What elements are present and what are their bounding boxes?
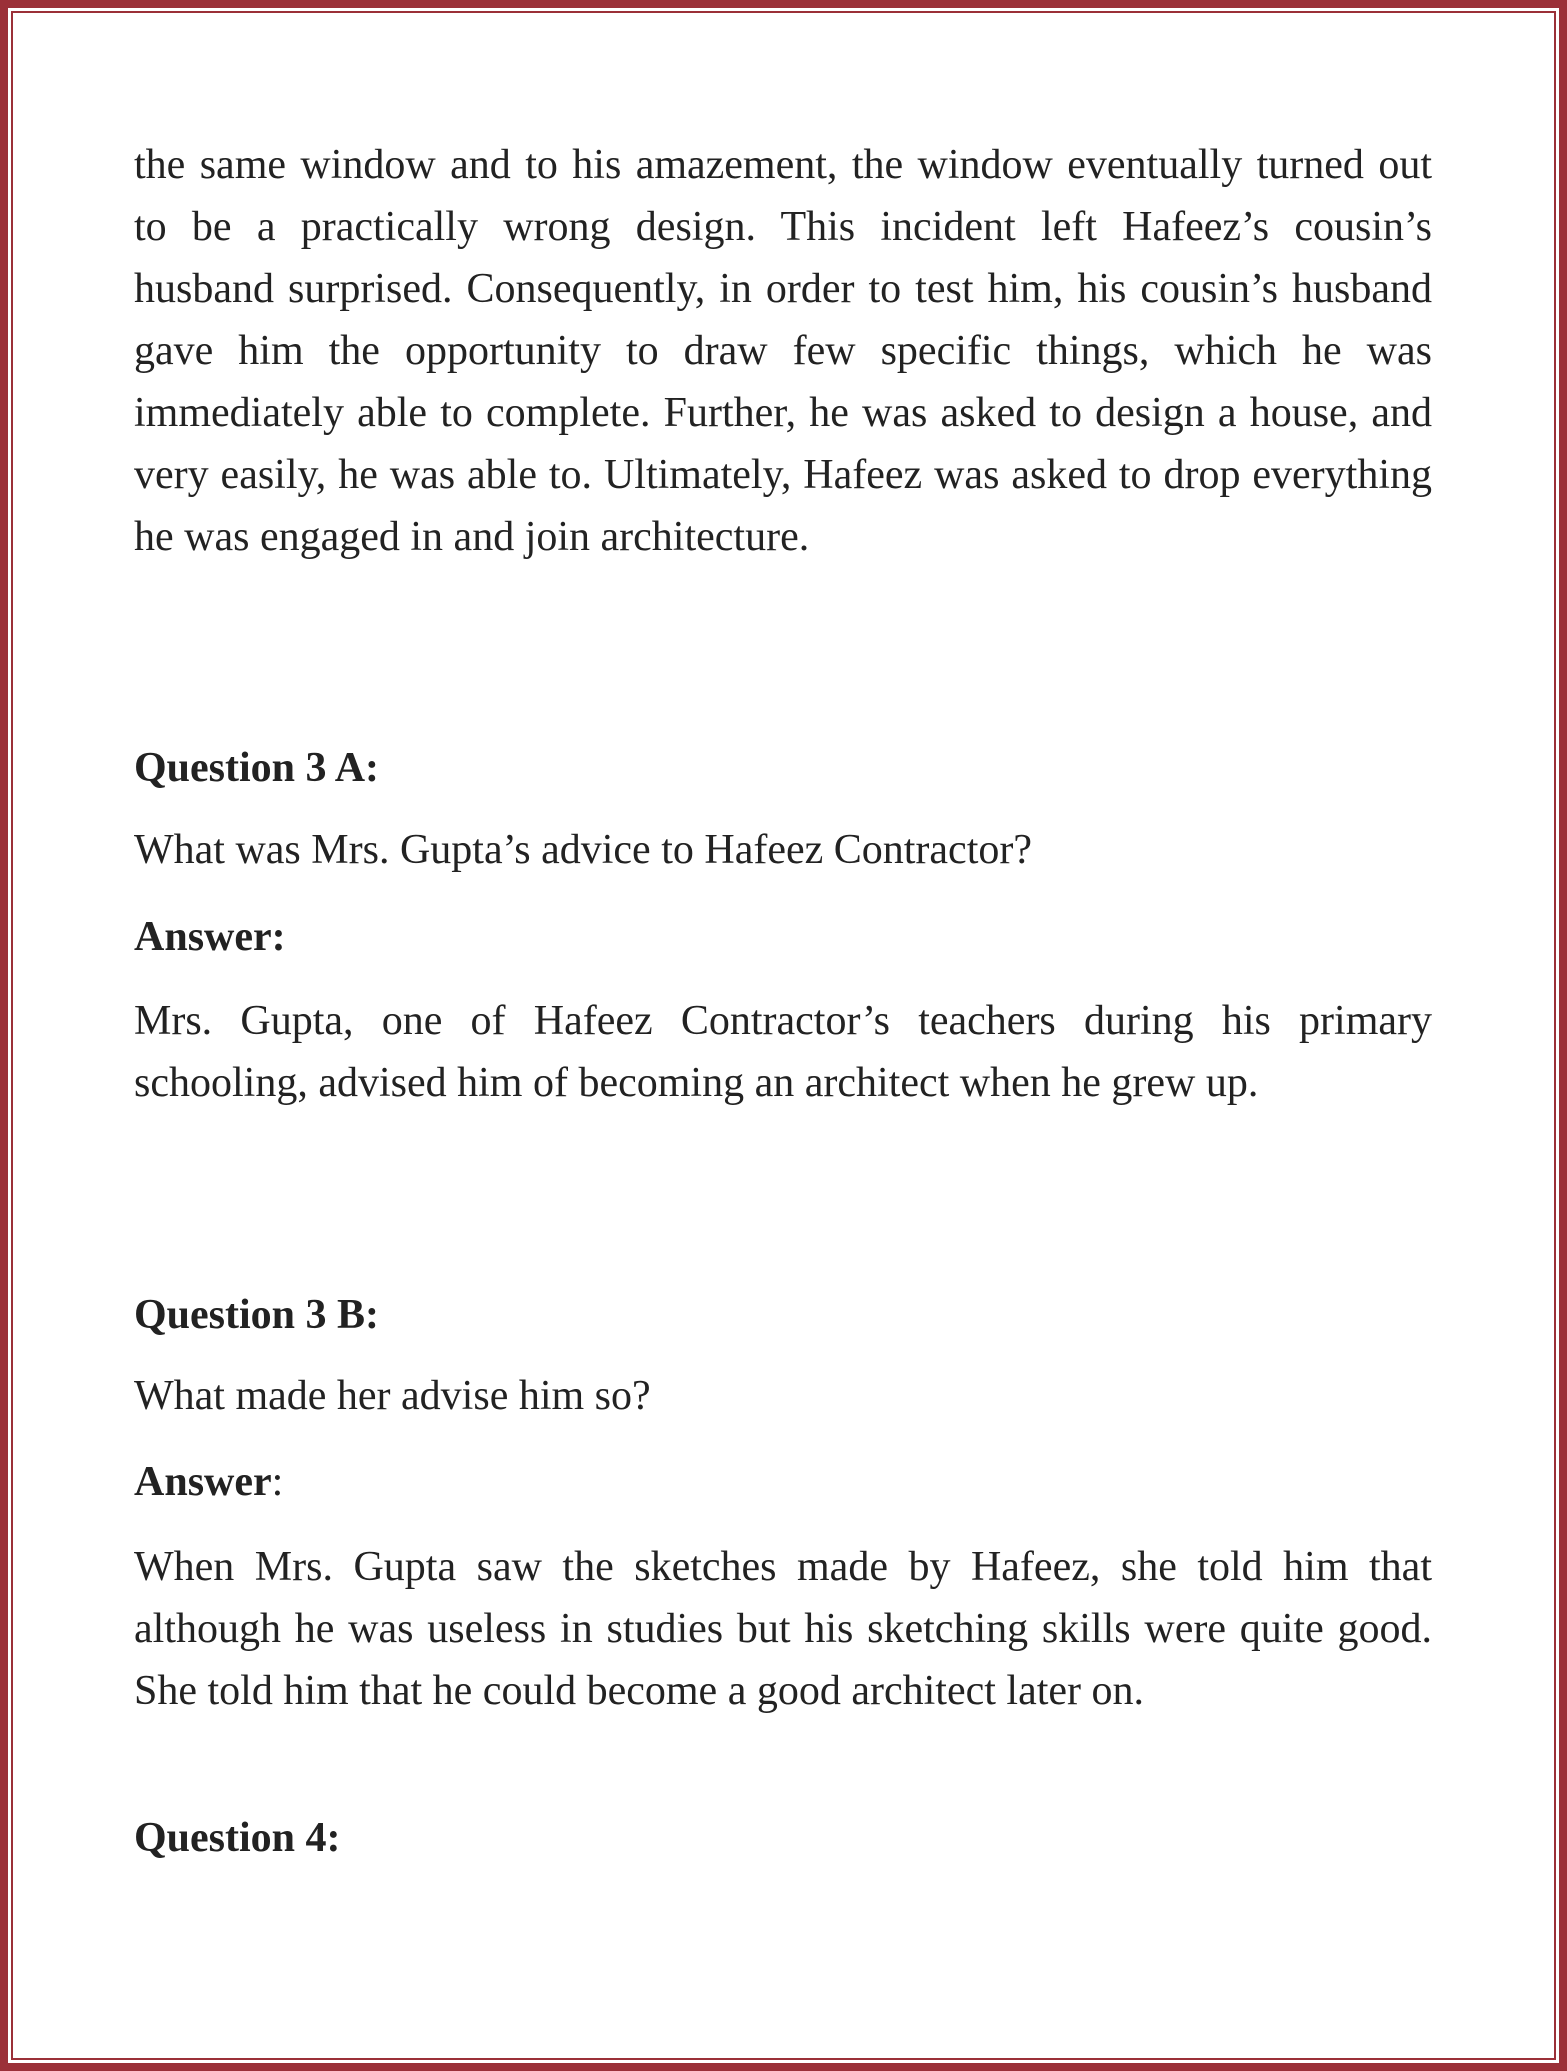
q3b-answer-label-row [134, 1451, 1432, 1513]
q3b-answer-colon: : [271, 1459, 284, 1505]
q3b-answer-label: Answer [134, 1459, 272, 1505]
q3a-question: What was Mrs. Gupta’s advice to Hafeez Contractor? [134, 827, 1032, 873]
q3b-question: What made her advise him so? [134, 1373, 651, 1419]
q3b-heading: Question 3 B: [134, 1292, 380, 1338]
intro-paragraph: the same window and to his amazement, the window eventually turned out to be a practically wrong design. This incident left Hafeez’s cousin’s husband surprised. Consequently, in order to test him, his cousin’s husband gave him the opportunity to draw few specific things, which he was immediately able to complete. Further, he was asked to design a house, and very easily, he was able to. Ultimately, Hafeez was asked to drop everything he was engaged in and join architecture. [134, 142, 1432, 560]
q3a-answer: Mrs. Gupta, one of Hafeez Contractor’s teachers during his primary schooling, advised him of becoming an architect when he grew up. [134, 998, 1432, 1106]
q3a-heading: Question 3 A: [134, 745, 380, 791]
q4-heading: Question 4: [134, 1815, 341, 1861]
q3a-answer-label: Answer: [134, 914, 286, 960]
q3b-answer: When Mrs. Gupta saw the sketches made by Hafeez, she told him that although he was useless in studies but his sketching skills were quite good. She told him that he could become a good architect later on. [134, 1544, 1432, 1714]
